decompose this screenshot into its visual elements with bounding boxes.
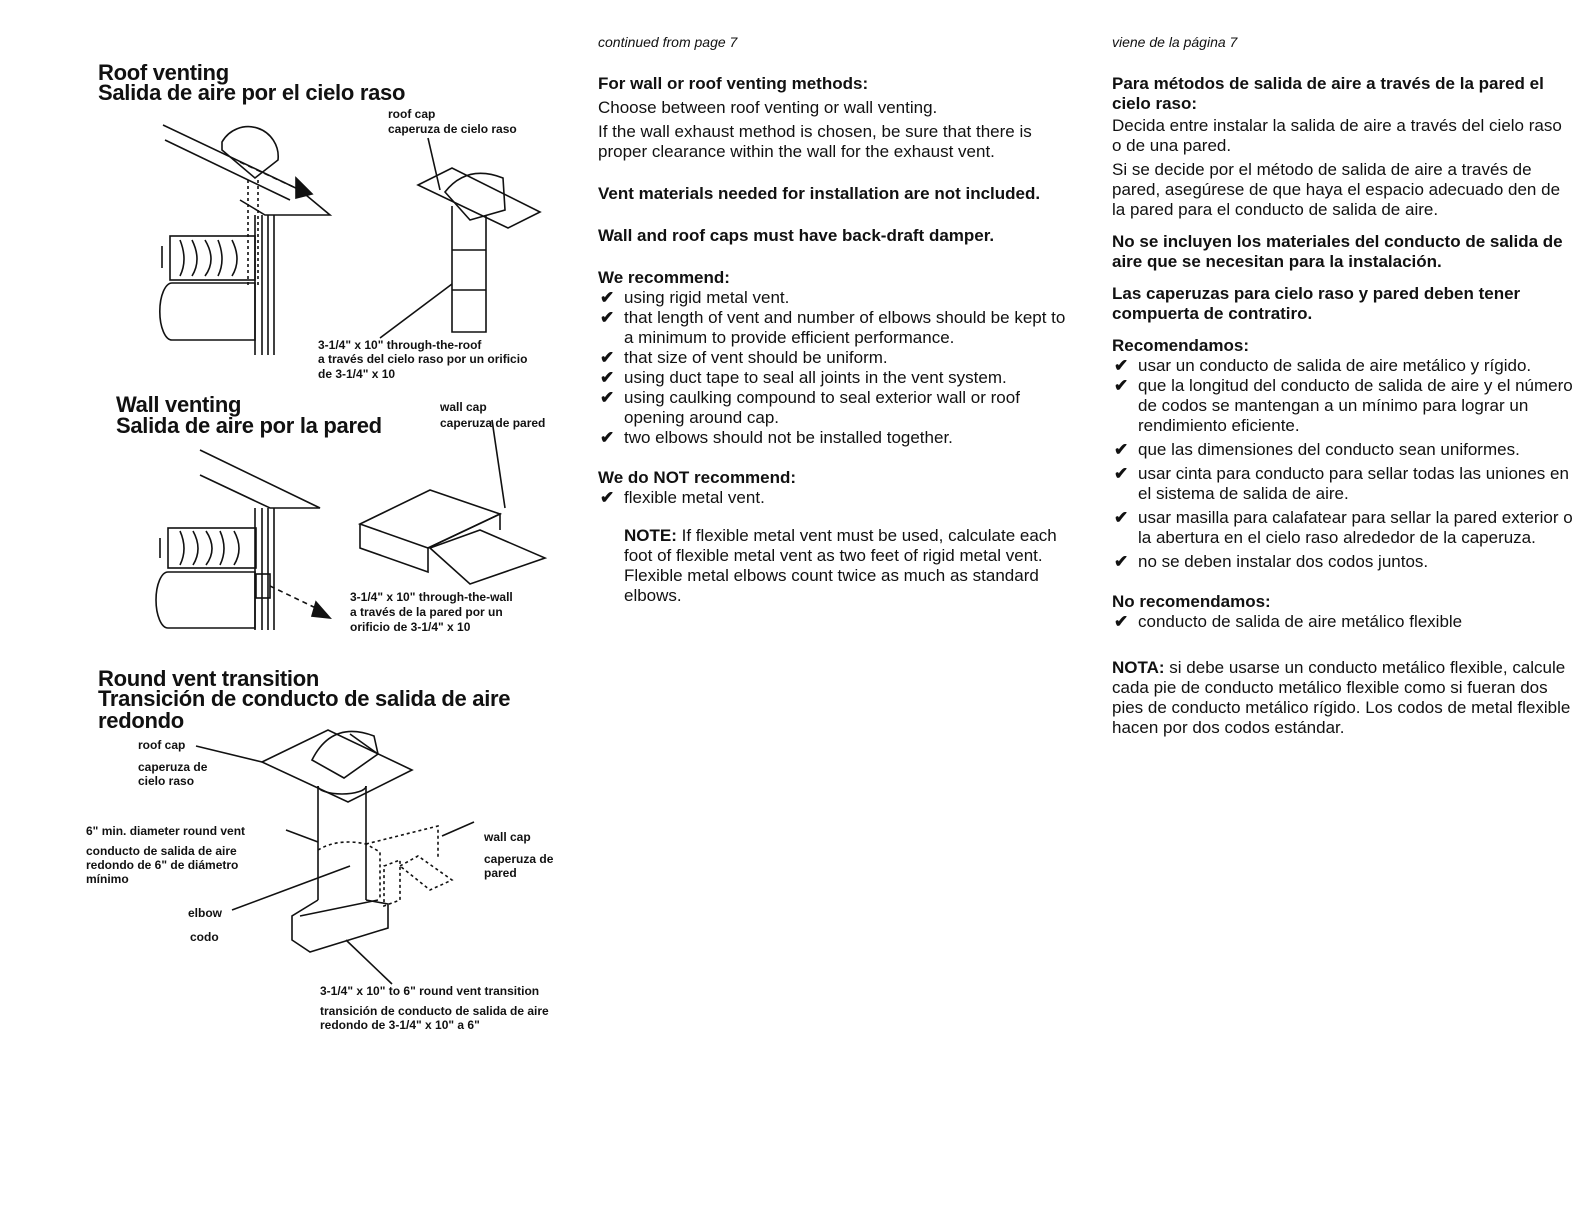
continued-note-es: viene de la página 7 bbox=[1112, 34, 1238, 50]
not-recommend-list bbox=[598, 488, 1068, 508]
roof-venting-title: Roof venting bbox=[98, 60, 229, 85]
check-icon: ✔ bbox=[600, 348, 615, 367]
not-recommend-heading: We do NOT recommend: bbox=[598, 468, 797, 487]
rv-elbow-es: codo bbox=[190, 930, 219, 944]
list-item: ✔ using duct tape to seal all joints in the vent system. bbox=[600, 368, 1007, 387]
note-label: NOTE: bbox=[624, 526, 677, 545]
not-recommend-list-es bbox=[1112, 612, 1574, 632]
middle-column bbox=[598, 32, 1068, 606]
materials-note: Vent materials needed for installation are not included. bbox=[598, 184, 1041, 203]
check-icon: ✔ bbox=[1114, 440, 1129, 459]
check-icon: ✔ bbox=[1114, 612, 1129, 631]
check-icon: ✔ bbox=[600, 488, 615, 507]
methods-heading: For wall or roof venting methods: bbox=[598, 74, 869, 93]
check-icon: ✔ bbox=[600, 368, 615, 387]
wall-venting-title: Wall venting bbox=[116, 392, 242, 417]
rv-wall-cap-label: wall cap bbox=[484, 830, 531, 844]
list-item: ✔ two elbows should not be installed together. bbox=[600, 428, 953, 447]
methods-text-1-es: Decida entre instalar la salida de aire a través del cielo raso o de una pared. bbox=[1112, 116, 1562, 155]
recommend-list-es bbox=[1112, 356, 1574, 572]
check-icon: ✔ bbox=[1114, 356, 1129, 375]
rv-round-vent-es1: conducto de salida de aire bbox=[86, 844, 237, 858]
materials-note-es: No se incluyen los materiales del conducto de salida de aire que se necesitan para la instalación. bbox=[1112, 232, 1563, 271]
rv-roof-cap-es2: cielo raso bbox=[138, 774, 195, 788]
recommend-heading: We recommend: bbox=[598, 268, 730, 287]
check-icon: ✔ bbox=[600, 428, 615, 447]
not-recommend-heading-es: No recomendamos: bbox=[1112, 592, 1271, 611]
roof-size-label-es2: de 3-1/4" x 10 bbox=[318, 367, 396, 381]
list-item: ✔ using rigid metal vent. bbox=[600, 288, 790, 307]
wall-size-label-es1: a través de la pared por un bbox=[350, 605, 503, 619]
list-item: ✔ que la longitud del conducto de salida de aire y el número de codos se mantengan a un mínimo para lograr un rendimiento eficiente. bbox=[1114, 376, 1573, 435]
not-emphasis: NOT bbox=[653, 468, 690, 487]
methods-heading-es: Para métodos de salida de aire a través de la pared el cielo raso: bbox=[1112, 74, 1544, 113]
roof-cap-label: roof cap bbox=[388, 107, 436, 121]
list-item: ✔ no se deben instalar dos codos juntos. bbox=[1114, 552, 1429, 571]
wall-size-label: 3-1/4" x 10" through-the-wall bbox=[350, 590, 513, 604]
methods-text-1: Choose between roof venting or wall venting. bbox=[598, 98, 938, 117]
damper-note-es: Las caperuzas para cielo raso y pared deben tener compuerta de contratiro. bbox=[1112, 284, 1521, 323]
wall-cap-label: wall cap bbox=[440, 400, 487, 414]
rv-transition-es1: transición de conducto de salida de aire bbox=[320, 1004, 549, 1018]
note-paragraph: NOTE: If flexible metal vent must be used, calculate each foot of flexible metal vent as two feet of rigid metal vent. Flexible metal elbows count twice as much as standard elbows. bbox=[624, 526, 1057, 605]
damper-note: Wall and roof caps must have back-draft damper. bbox=[598, 226, 995, 245]
list-item: ✔ usar cinta para conducto para sellar todas las uniones en el sistema de salida de aire. bbox=[1114, 464, 1569, 503]
rv-transition-label: 3-1/4" x 10" to 6" round vent transition bbox=[320, 984, 540, 998]
note-paragraph-es: NOTA: si debe usarse un conducto metálico flexible, calcule cada pie de conducto metálico flexible como si fueran dos pies de conducto metálico rígido. Los codos de metal flexible hacen por dos codos estándar. bbox=[1112, 658, 1571, 737]
roof-size-label: 3-1/4" x 10" through-the-roof bbox=[318, 338, 482, 352]
list-item: ✔ usar masilla para calafatear para sellar la pared exterior o la abertura en el cielo raso alrededor de la caperuza. bbox=[1114, 508, 1573, 547]
recommend-heading-es: Recomendamos: bbox=[1112, 336, 1249, 355]
list-item: ✔ flexible metal vent. bbox=[600, 488, 765, 507]
roof-venting-illustration bbox=[0, 0, 590, 390]
check-icon: ✔ bbox=[1114, 552, 1129, 571]
list-item: ✔ using caulking compound to seal exterior wall or roof opening around cap. bbox=[600, 388, 1020, 427]
methods-text-2-es: Si se decide por el método de salida de aire a través de pared, asegúrese de que haya el espacio adecuado den de la pared para el conducto de salida de aire. bbox=[1112, 160, 1561, 219]
wall-venting-section bbox=[0, 390, 590, 660]
list-item: ✔ that length of vent and number of elbows should be kept to a minimum to provide efficient performance. bbox=[600, 308, 1066, 347]
check-icon: ✔ bbox=[1114, 376, 1129, 395]
check-icon: ✔ bbox=[1114, 464, 1129, 483]
roof-size-label-es1: a través del cielo raso por un orificio bbox=[318, 352, 528, 366]
roof-venting-title-es: Salida de aire por el cielo raso bbox=[98, 80, 406, 105]
rv-round-vent-es3: mínimo bbox=[86, 872, 129, 886]
list-item: ✔ usar un conducto de salida de aire metálico y rígido. bbox=[1114, 356, 1532, 375]
round-vent-illustration bbox=[0, 660, 590, 1060]
right-column bbox=[1112, 32, 1574, 738]
check-icon: ✔ bbox=[1114, 508, 1129, 527]
wall-size-label-es2: orificio de 3-1/4" x 10 bbox=[350, 620, 471, 634]
check-icon: ✔ bbox=[600, 288, 615, 307]
roof-venting-section bbox=[0, 0, 590, 390]
recommend-list bbox=[598, 288, 1068, 448]
methods-text-2: If the wall exhaust method is chosen, be sure that there is proper clearance within the wall for the exhaust vent. bbox=[598, 122, 1032, 161]
wall-cap-label-es: caperuza de pared bbox=[440, 416, 546, 430]
wall-venting-illustration bbox=[0, 390, 590, 660]
round-vent-section bbox=[0, 660, 590, 1060]
roof-cap-label-es: caperuza de cielo raso bbox=[388, 122, 517, 136]
list-item: ✔ conducto de salida de aire metálico flexible bbox=[1114, 612, 1463, 631]
continued-note: continued from page 7 bbox=[598, 34, 738, 50]
rv-elbow-label: elbow bbox=[188, 906, 223, 920]
round-vent-title: Round vent transition bbox=[98, 666, 320, 691]
round-vent-title-es: Transición de conducto de salida de aire redondo bbox=[98, 686, 511, 733]
list-item: ✔ que las dimensiones del conducto sean uniformes. bbox=[1114, 440, 1520, 459]
check-icon: ✔ bbox=[600, 308, 615, 327]
rv-roof-cap-es1: caperuza de bbox=[138, 760, 208, 774]
rv-wall-cap-es1: caperuza de bbox=[484, 852, 554, 866]
list-item: ✔ that size of vent should be uniform. bbox=[600, 348, 888, 367]
rv-round-vent-label: 6" min. diameter round vent bbox=[86, 824, 246, 838]
note-label-es: NOTA: bbox=[1112, 658, 1165, 677]
check-icon: ✔ bbox=[600, 388, 615, 407]
rv-wall-cap-es2: pared bbox=[484, 866, 517, 880]
rv-roof-cap-label: roof cap bbox=[138, 738, 186, 752]
wall-venting-title-es: Salida de aire por la pared bbox=[116, 413, 382, 438]
rv-round-vent-es2: redondo de 6" de diámetro bbox=[86, 858, 239, 872]
rv-transition-es2: redondo de 3-1/4" x 10" a 6" bbox=[320, 1018, 480, 1032]
